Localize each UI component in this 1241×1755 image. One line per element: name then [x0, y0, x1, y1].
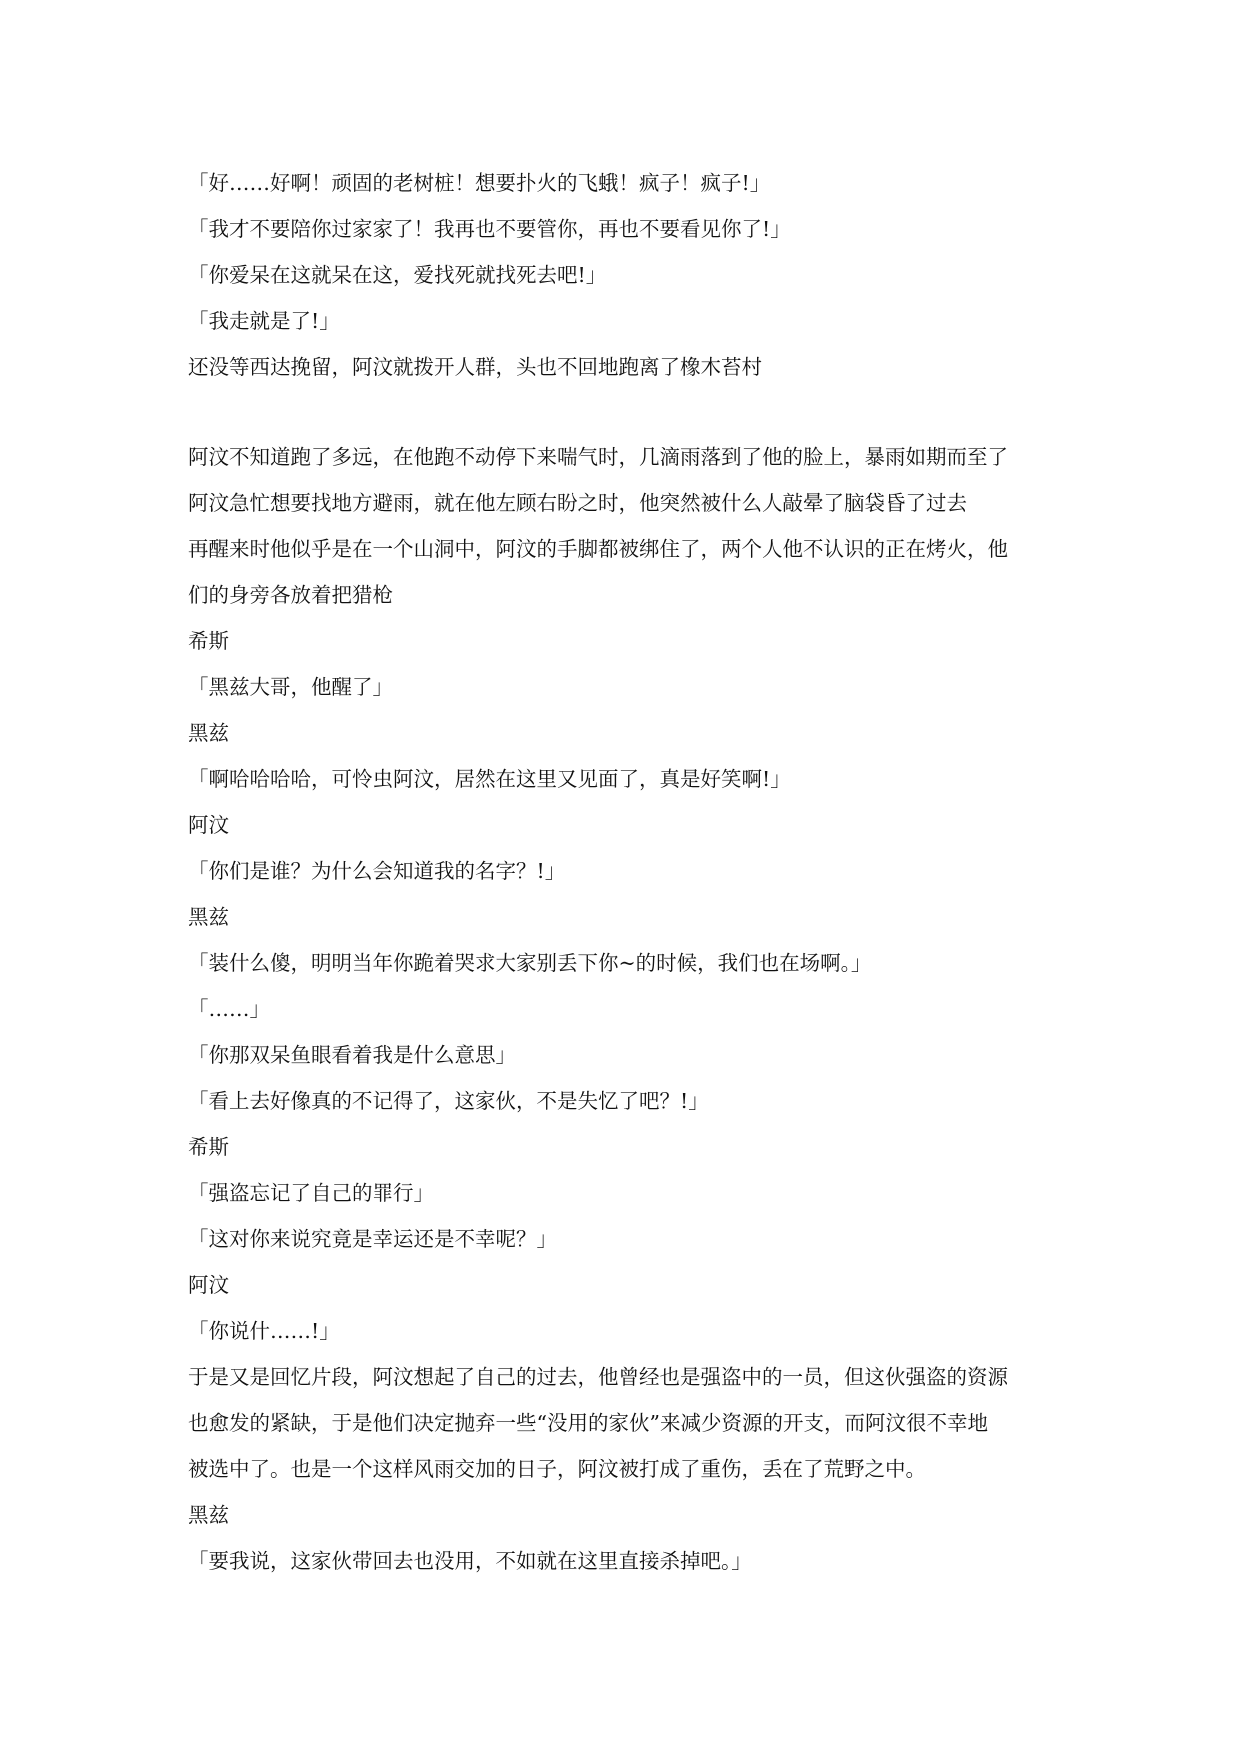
- text-line: 阿汶急忙想要找地方避雨，就在他左顾右盼之时，他突然被什么人敲晕了脑袋昏了过去: [188, 491, 967, 515]
- dialogue-line: 「你说什……!」: [188, 1319, 340, 1343]
- text-line: 「我走就是了!」: [188, 309, 340, 333]
- text-line: 「好……好啊！顽固的老树桩！想要扑火的飞蛾！疯子！疯子!」: [188, 171, 771, 195]
- dialogue-line: 「……」: [188, 997, 270, 1021]
- text-line: 也愈发的紧缺，于是他们决定抛弃一些“没用的家伙”来减少资源的开支，而阿汶很不幸地: [188, 1411, 988, 1435]
- dialogue-line: 「看上去好像真的不记得了，这家伙，不是失忆了吧？!」: [188, 1089, 709, 1113]
- speaker-line: 黑兹: [188, 721, 229, 745]
- text-line: 再醒来时他似乎是在一个山洞中，阿汶的手脚都被绑住了，两个人他不认识的正在烤火，他: [188, 537, 1008, 561]
- dialogue-line: 「这对你来说究竟是幸运还是不幸呢？」: [188, 1227, 557, 1251]
- text-line: 被选中了。也是一个这样风雨交加的日子，阿汶被打成了重伤，丢在了荒野之中。: [188, 1457, 926, 1481]
- text-line: 「你爱呆在这就呆在这，爱找死就找死去吧!」: [188, 263, 607, 287]
- document-body: [188, 160, 1058, 1584]
- text-line: 于是又是回忆片段，阿汶想起了自己的过去，他曾经也是强盗中的一员，但这伙强盗的资源: [188, 1365, 1008, 1389]
- paragraph-gap: [188, 390, 1058, 434]
- speaker-line: 希斯: [188, 1135, 229, 1159]
- text-line: 们的身旁各放着把猎枪: [188, 583, 393, 607]
- text-line: 「我才不要陪你过家家了！我再也不要管你，再也不要看见你了!」: [188, 217, 791, 241]
- speaker-line: 阿汶: [188, 813, 229, 837]
- text-line: 还没等西达挽留，阿汶就拨开人群，头也不回地跑离了橡木苔村: [188, 355, 762, 379]
- text-line: 阿汶不知道跑了多远，在他跑不动停下来喘气时，几滴雨落到了他的脸上，暴雨如期而至了: [188, 445, 1008, 469]
- dialogue-line: 「要我说，这家伙带回去也没用，不如就在这里直接杀掉吧。」: [188, 1549, 752, 1573]
- speaker-line: 希斯: [188, 629, 229, 653]
- dialogue-line: 「你那双呆鱼眼看着我是什么意思」: [188, 1043, 516, 1067]
- speaker-line: 黑兹: [188, 1503, 229, 1527]
- dialogue-line: 「你们是谁？为什么会知道我的名字？!」: [188, 859, 566, 883]
- speaker-line: 阿汶: [188, 1273, 229, 1297]
- speaker-line: 黑兹: [188, 905, 229, 929]
- dialogue-line: 「啊哈哈哈哈，可怜虫阿汶，居然在这里又见面了，真是好笑啊!」: [188, 767, 791, 791]
- dialogue-line: 「强盗忘记了自己的罪行」: [188, 1181, 434, 1205]
- dialogue-line: 「黑兹大哥，他醒了」: [188, 675, 393, 699]
- dialogue-line: 「装什么傻，明明当年你跪着哭求大家别丢下你~的时候，我们也在场啊。」: [188, 951, 872, 975]
